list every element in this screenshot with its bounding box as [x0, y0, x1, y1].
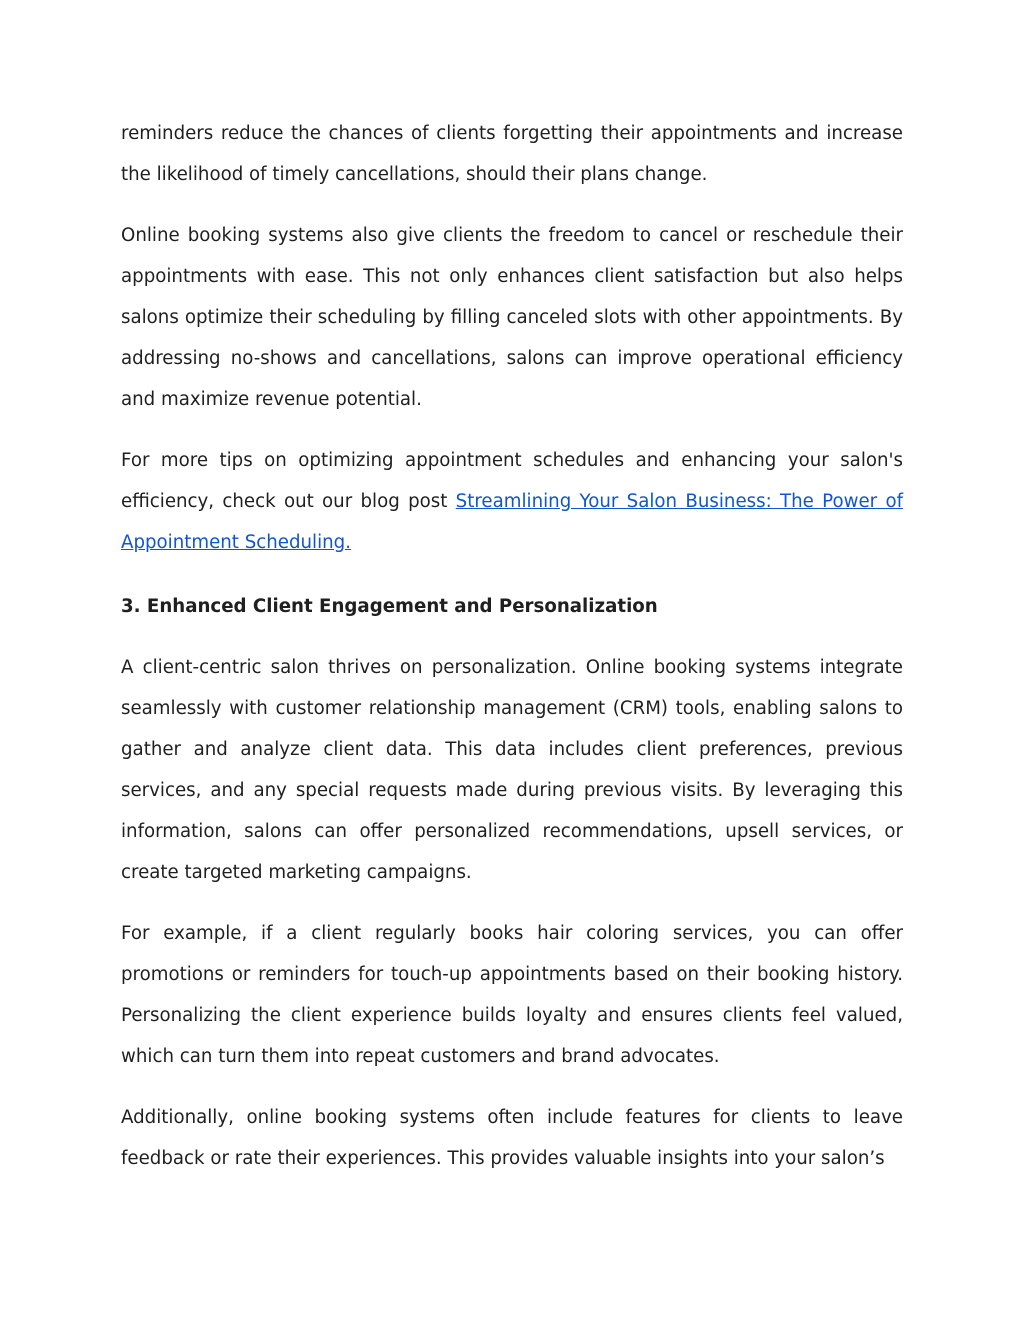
paragraph-example: For example, if a client regularly books hair coloring services, you can offer promotions or reminders for touch-up appointments based on their booking history. Personalizing the client experience builds loyalty and ensures clients feel valued, which can turn them into repeat customers and brand advocates.	[121, 923, 903, 1067]
more-tips-text: For more tips on optimizing appointment schedules and enhancing your salon's efficiency, check out our blog post	[121, 450, 903, 512]
paragraph-online-booking: Online booking systems also give clients the freedom to cancel or reschedule their appointments with ease. This not only enhances client satisfaction but also helps salons optimize their scheduling by filling canceled slots with other appointments. By addressing no-shows and cancellations, salons can improve operational efficiency and maximize revenue potential.	[121, 225, 903, 410]
paragraph-more-tips	[121, 440, 903, 563]
paragraph-client-centric: A client-centric salon thrives on personalization. Online booking systems integrate seamlessly with customer relationship management (CRM) tools, enabling salons to gather and analyze client data. This data includes client preferences, previous services, and any special requests made during previous visits. By leveraging this information, salons can offer personalized recommendations, upsell services, or create targeted marketing campaigns.	[121, 657, 903, 883]
section-heading: 3. Enhanced Client Engagement and Personalization	[121, 596, 658, 617]
paragraph-reminders: reminders reduce the chances of clients forgetting their appointments and increase the likelihood of timely cancellations, should their plans change.	[121, 123, 903, 185]
blog-post-link[interactable]: Streamlining Your Salon Business: The Power of Appointment Scheduling.	[121, 491, 903, 553]
paragraph-additionally: Additionally, online booking systems often include features for clients to leave feedback or rate their experiences. This provides valuable insights into your salon’s	[121, 1107, 903, 1169]
document-page	[121, 113, 903, 1199]
